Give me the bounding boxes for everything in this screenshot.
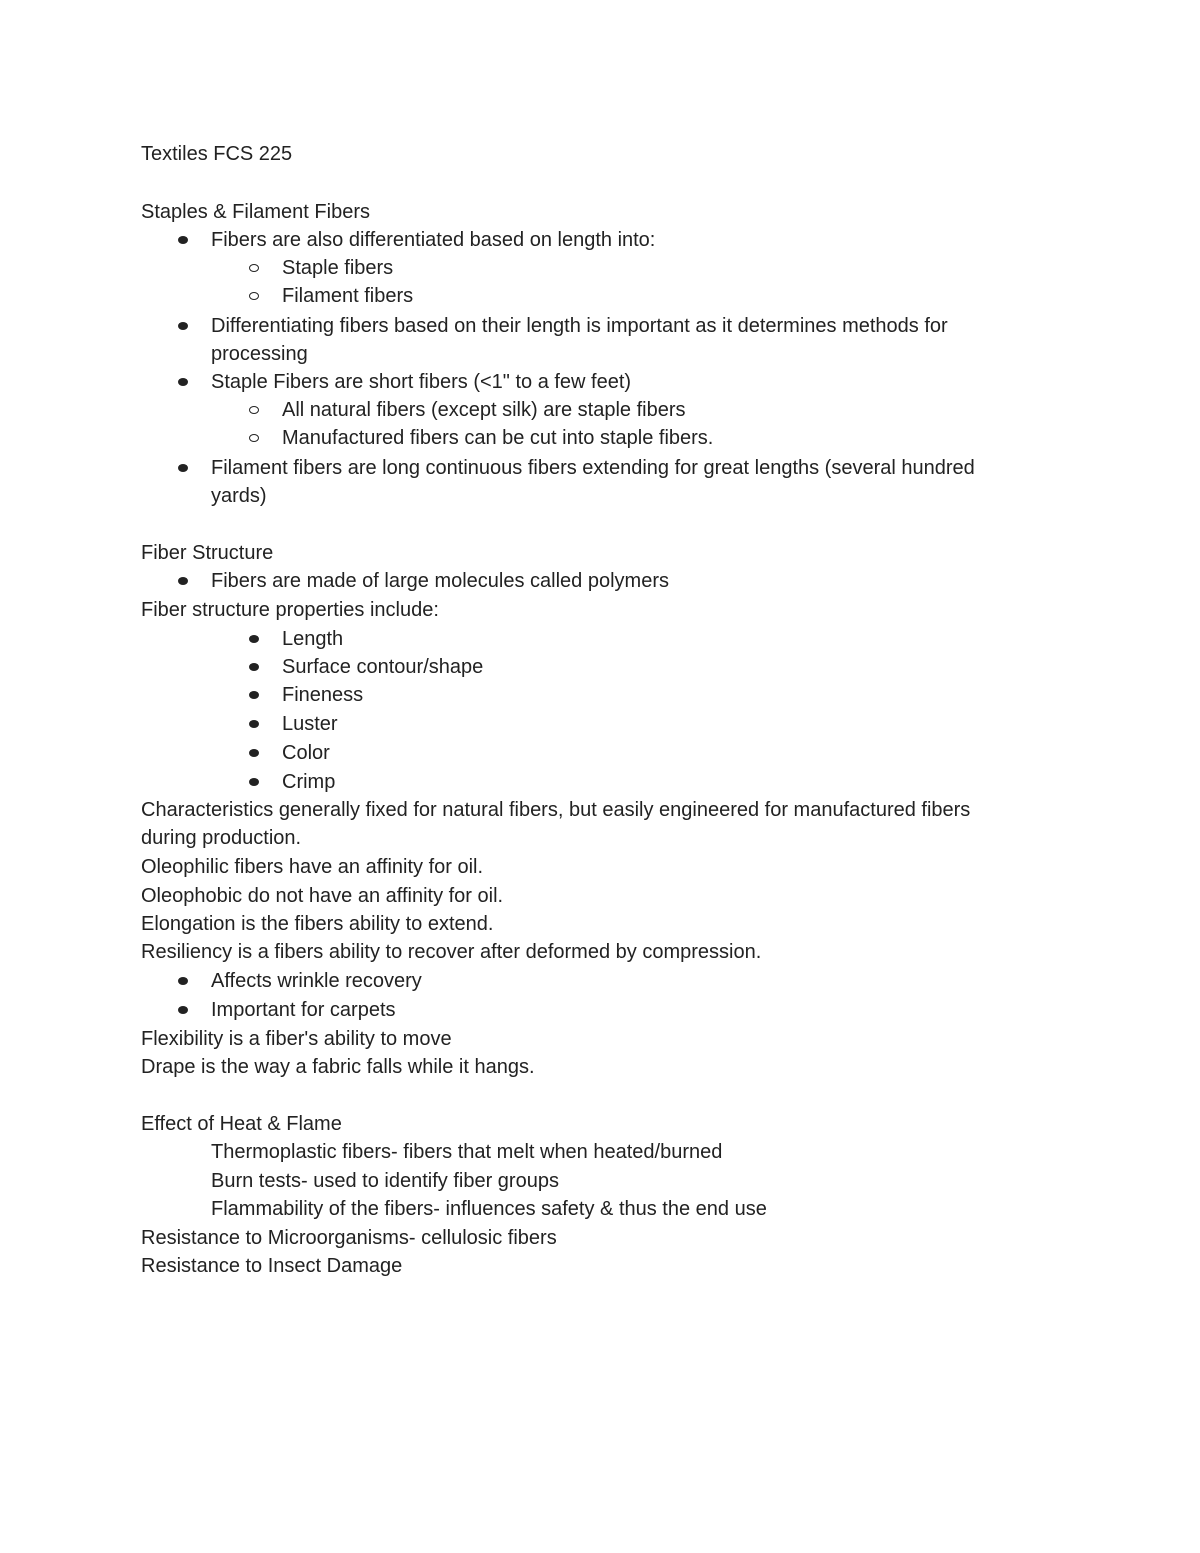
paragraph: Resistance to Insect Damage [141,1255,403,1277]
list-item: Staple Fibers are short fibers (<1" to a few feet) [211,371,632,393]
paragraph: Fiber structure properties include: [141,599,439,621]
list-item: Important for carpets [211,999,396,1021]
list-item: Color [282,742,330,764]
bullet-icon [178,378,188,386]
document-title: Textiles FCS 225 [141,143,293,165]
list-item: Differentiating fibers based on their length is important as it determines methods for [211,315,948,337]
paragraph: Characteristics generally fixed for natural fibers, but easily engineered for manufactured fibers [141,799,971,821]
bullet-icon [178,577,188,585]
list-item: Fibers are also differentiated based on length into: [211,229,656,251]
paragraph: Drape is the way a fabric falls while it hangs. [141,1056,535,1078]
paragraph: Oleophobic do not have an affinity for oil. [141,885,504,907]
circle-bullet-icon [249,292,259,300]
list-item: Manufactured fibers can be cut into staple fibers. [282,427,714,449]
section-heading-structure: Fiber Structure [141,542,274,564]
paragraph: Resiliency is a fibers ability to recover after deformed by compression. [141,941,762,963]
list-item: Fibers are made of large molecules called polymers [211,570,669,592]
list-item: Fineness [282,684,364,706]
list-item: Staple fibers [282,257,394,279]
list-item: Crimp [282,771,336,793]
list-item: Affects wrinkle recovery [211,970,422,992]
list-item-continuation: yards) [211,485,267,507]
list-item: Luster [282,713,338,735]
bullet-icon [249,720,259,728]
section-heading-staples: Staples & Filament Fibers [141,201,370,223]
paragraph: Oleophilic fibers have an affinity for oil. [141,856,484,878]
indented-line: Flammability of the fibers- influences safety & thus the end use [211,1198,767,1220]
bullet-icon [249,663,259,671]
circle-bullet-icon [249,434,259,442]
list-item: Surface contour/shape [282,656,484,678]
indented-line: Thermoplastic fibers- fibers that melt when heated/burned [211,1141,723,1163]
list-item-continuation: processing [211,343,308,365]
bullet-icon [178,464,188,472]
section-heading-heat: Effect of Heat & Flame [141,1113,342,1135]
list-item: All natural fibers (except silk) are staple fibers [282,399,686,421]
bullet-icon [178,1006,188,1014]
bullet-icon [178,322,188,330]
paragraph: Elongation is the fibers ability to extend. [141,913,494,935]
bullet-icon [249,635,259,643]
list-item: Filament fibers are long continuous fibers extending for great lengths (several hundred [211,457,975,479]
indented-line: Burn tests- used to identify fiber groups [211,1170,559,1192]
bullet-icon [249,749,259,757]
circle-bullet-icon [249,264,259,272]
list-item: Length [282,628,344,650]
paragraph: Resistance to Microorganisms- cellulosic fibers [141,1227,557,1249]
bullet-icon [178,236,188,244]
bullet-icon [249,778,259,786]
bullet-icon [178,977,188,985]
paragraph-continuation: during production. [141,827,302,849]
paragraph: Flexibility is a fiber's ability to move [141,1028,452,1050]
bullet-icon [249,691,259,699]
list-item: Filament fibers [282,285,414,307]
circle-bullet-icon [249,406,259,414]
